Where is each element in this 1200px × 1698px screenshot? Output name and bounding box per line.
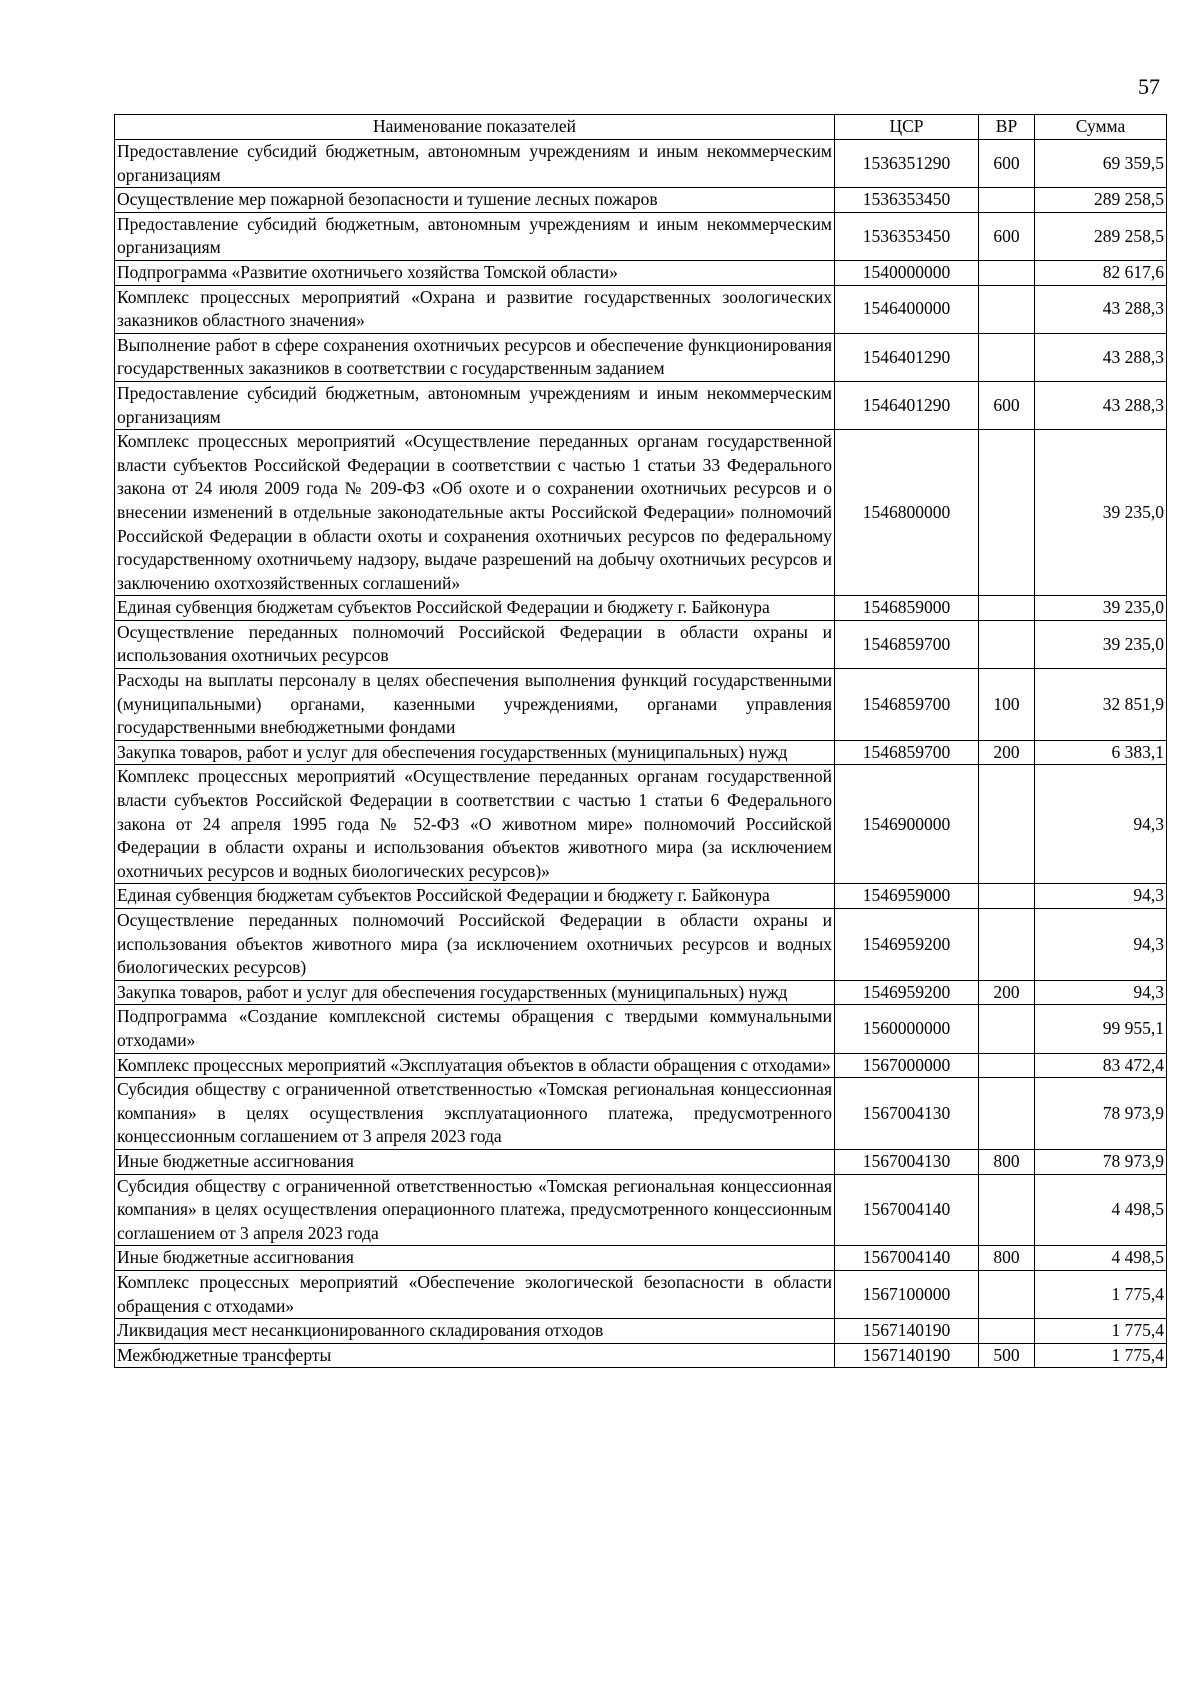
row-name-cell: Закупка товаров, работ и услуг для обеспечения государственных (муниципальных) нужд <box>115 980 835 1005</box>
row-name-cell: Единая субвенция бюджетам субъектов Российской Федерации и бюджету г. Байконура <box>115 884 835 909</box>
table-row <box>115 620 1167 668</box>
table-row <box>115 1246 1167 1271</box>
header-sum: Сумма <box>1035 115 1167 140</box>
row-csr-cell: 1546959200 <box>835 980 979 1005</box>
row-name-cell: Осуществление переданных полномочий Российской Федерации в области охраны и использования объектов животного мира (за исключением охотничьих ресурсов и водных биологических ресурсов) <box>115 909 835 981</box>
header-name: Наименование показателей <box>115 115 835 140</box>
row-vr-cell: 200 <box>979 980 1035 1005</box>
table-row <box>115 669 1167 741</box>
row-csr-cell: 1546859700 <box>835 620 979 668</box>
header-vr: ВР <box>979 115 1035 140</box>
row-sum-cell: 39 235,0 <box>1035 620 1167 668</box>
row-vr-cell <box>979 430 1035 596</box>
row-sum-cell: 1 775,4 <box>1035 1319 1167 1344</box>
row-csr-cell: 1567140190 <box>835 1343 979 1368</box>
table-row <box>115 596 1167 621</box>
row-sum-cell: 69 359,5 <box>1035 140 1167 188</box>
row-vr-cell: 800 <box>979 1149 1035 1174</box>
row-sum-cell: 39 235,0 <box>1035 596 1167 621</box>
table-row <box>115 1319 1167 1344</box>
row-csr-cell: 1546401290 <box>835 333 979 381</box>
row-csr-cell: 1536351290 <box>835 140 979 188</box>
row-sum-cell: 99 955,1 <box>1035 1005 1167 1053</box>
row-csr-cell: 1567004130 <box>835 1149 979 1174</box>
row-sum-cell: 94,3 <box>1035 909 1167 981</box>
row-name-cell: Комплекс процессных мероприятий «Осуществление переданных органам государственной власти субъектов Российской Федерации в соответствии с частью 1 статьи 33 Федерального закона от 24 июля 2009 года № 209-ФЗ «Об охоте и о сохранении охотничьих ресурсов и о внесении изменений в отдельные законодательные акты Российской Федерации» полномочий Российской Федерации в области охоты и сохранения охотничьих ресурсов по федеральному государственному охотничьему надзору, выдаче разрешений на добычу охотничьих ресурсов и заключению охотхозяйственных соглашений» <box>115 430 835 596</box>
row-name-cell: Предоставление субсидий бюджетным, автономным учреждениям и иным некоммерческим организациям <box>115 140 835 188</box>
row-sum-cell: 78 973,9 <box>1035 1078 1167 1150</box>
row-sum-cell: 83 472,4 <box>1035 1053 1167 1078</box>
table-row <box>115 1343 1167 1368</box>
row-csr-cell: 1546859700 <box>835 669 979 741</box>
row-csr-cell: 1567004140 <box>835 1246 979 1271</box>
row-name-cell: Единая субвенция бюджетам субъектов Российской Федерации и бюджету г. Байконура <box>115 596 835 621</box>
row-name-cell: Иные бюджетные ассигнования <box>115 1149 835 1174</box>
row-name-cell: Межбюджетные трансферты <box>115 1343 835 1368</box>
table-row <box>115 980 1167 1005</box>
table-row <box>115 1149 1167 1174</box>
table-row <box>115 212 1167 260</box>
row-name-cell: Осуществление переданных полномочий Российской Федерации в области охраны и использования охотничьих ресурсов <box>115 620 835 668</box>
row-vr-cell <box>979 1078 1035 1150</box>
row-csr-cell: 1546800000 <box>835 430 979 596</box>
row-vr-cell <box>979 333 1035 381</box>
row-vr-cell: 600 <box>979 212 1035 260</box>
row-sum-cell: 94,3 <box>1035 765 1167 884</box>
row-sum-cell: 289 258,5 <box>1035 188 1167 213</box>
row-name-cell: Расходы на выплаты персоналу в целях обеспечения выполнения функций государственными (муниципальными) органами, казенными учреждениями, органами управления государственными внебюджетными фондами <box>115 669 835 741</box>
row-name-cell: Комплекс процессных мероприятий «Обеспечение экологической безопасности в области обращения с отходами» <box>115 1270 835 1318</box>
row-name-cell: Иные бюджетные ассигнования <box>115 1246 835 1271</box>
table-row <box>115 260 1167 285</box>
table-row <box>115 381 1167 429</box>
row-sum-cell: 94,3 <box>1035 884 1167 909</box>
row-name-cell: Комплекс процессных мероприятий «Эксплуатация объектов в области обращения с отходами» <box>115 1053 835 1078</box>
row-csr-cell: 1567000000 <box>835 1053 979 1078</box>
row-vr-cell: 200 <box>979 740 1035 765</box>
row-sum-cell: 94,3 <box>1035 980 1167 1005</box>
row-vr-cell <box>979 1053 1035 1078</box>
row-sum-cell: 4 498,5 <box>1035 1174 1167 1246</box>
row-sum-cell: 43 288,3 <box>1035 381 1167 429</box>
page-number: 57 <box>1138 74 1160 99</box>
row-csr-cell: 1546859700 <box>835 740 979 765</box>
row-name-cell: Ликвидация мест несанкционированного складирования отходов <box>115 1319 835 1344</box>
row-name-cell: Комплекс процессных мероприятий «Осуществление переданных органам государственной власти субъектов Российской Федерации в соответствии с частью 1 статьи 6 Федерального закона от 24 апреля 1995 года № 52-ФЗ «О животном мире» полномочий Российской Федерации в области охраны и использования объектов животного мира (за исключением охотничьих ресурсов и водных биологических ресурсов)» <box>115 765 835 884</box>
row-sum-cell: 6 383,1 <box>1035 740 1167 765</box>
row-sum-cell: 289 258,5 <box>1035 212 1167 260</box>
row-vr-cell: 600 <box>979 381 1035 429</box>
row-csr-cell: 1536353450 <box>835 212 979 260</box>
table-row <box>115 1005 1167 1053</box>
header-csr: ЦСР <box>835 115 979 140</box>
row-csr-cell: 1546959000 <box>835 884 979 909</box>
row-csr-cell: 1546400000 <box>835 285 979 333</box>
table-row <box>115 765 1167 884</box>
row-vr-cell <box>979 260 1035 285</box>
row-vr-cell <box>979 1005 1035 1053</box>
row-vr-cell: 500 <box>979 1343 1035 1368</box>
row-vr-cell <box>979 188 1035 213</box>
row-name-cell: Осуществление мер пожарной безопасности и тушение лесных пожаров <box>115 188 835 213</box>
row-name-cell: Подпрограмма «Развитие охотничьего хозяйства Томской области» <box>115 260 835 285</box>
row-csr-cell: 1567100000 <box>835 1270 979 1318</box>
budget-table <box>114 114 1167 1368</box>
row-sum-cell: 1 775,4 <box>1035 1343 1167 1368</box>
table-row <box>115 1270 1167 1318</box>
table-row <box>115 285 1167 333</box>
row-csr-cell: 1546959200 <box>835 909 979 981</box>
row-vr-cell <box>979 1319 1035 1344</box>
row-csr-cell: 1560000000 <box>835 1005 979 1053</box>
row-name-cell: Выполнение работ в сфере сохранения охотничьих ресурсов и обеспечение функционирования государственных заказников в соответствии с государственным заданием <box>115 333 835 381</box>
row-vr-cell: 800 <box>979 1246 1035 1271</box>
row-name-cell: Подпрограмма «Создание комплексной системы обращения с твердыми коммунальными отходами» <box>115 1005 835 1053</box>
table-row <box>115 140 1167 188</box>
row-csr-cell: 1567004140 <box>835 1174 979 1246</box>
row-csr-cell: 1546859000 <box>835 596 979 621</box>
row-sum-cell: 43 288,3 <box>1035 333 1167 381</box>
row-csr-cell: 1546401290 <box>835 381 979 429</box>
row-csr-cell: 1540000000 <box>835 260 979 285</box>
row-vr-cell <box>979 285 1035 333</box>
table-row <box>115 884 1167 909</box>
row-sum-cell: 32 851,9 <box>1035 669 1167 741</box>
row-csr-cell: 1567004130 <box>835 1078 979 1150</box>
table-row <box>115 1078 1167 1150</box>
row-vr-cell: 600 <box>979 140 1035 188</box>
row-sum-cell: 78 973,9 <box>1035 1149 1167 1174</box>
row-name-cell: Закупка товаров, работ и услуг для обеспечения государственных (муниципальных) нужд <box>115 740 835 765</box>
table-row <box>115 1053 1167 1078</box>
row-vr-cell <box>979 596 1035 621</box>
row-sum-cell: 43 288,3 <box>1035 285 1167 333</box>
row-csr-cell: 1567140190 <box>835 1319 979 1344</box>
row-csr-cell: 1546900000 <box>835 765 979 884</box>
row-sum-cell: 39 235,0 <box>1035 430 1167 596</box>
row-sum-cell: 4 498,5 <box>1035 1246 1167 1271</box>
table-row <box>115 188 1167 213</box>
table-row <box>115 430 1167 596</box>
table-row <box>115 740 1167 765</box>
row-vr-cell <box>979 620 1035 668</box>
table-row <box>115 333 1167 381</box>
table-body <box>115 140 1167 1368</box>
table-row <box>115 1174 1167 1246</box>
table-row <box>115 909 1167 981</box>
row-name-cell: Субсидия обществу с ограниченной ответственностью «Томская региональная концессионная компания» в целях осуществления операционного платежа, предусмотренного концессионным соглашением от 3 апреля 2023 года <box>115 1174 835 1246</box>
row-csr-cell: 1536353450 <box>835 188 979 213</box>
table-header-row <box>115 115 1167 140</box>
row-name-cell: Предоставление субсидий бюджетным, автономным учреждениям и иным некоммерческим организациям <box>115 381 835 429</box>
row-vr-cell <box>979 1270 1035 1318</box>
row-sum-cell: 82 617,6 <box>1035 260 1167 285</box>
row-sum-cell: 1 775,4 <box>1035 1270 1167 1318</box>
row-vr-cell <box>979 765 1035 884</box>
row-name-cell: Субсидия обществу с ограниченной ответственностью «Томская региональная концессионная компания» в целях осуществления эксплуатационного платежа, предусмотренного концессионным соглашением от 3 апреля 2023 года <box>115 1078 835 1150</box>
row-vr-cell <box>979 884 1035 909</box>
row-vr-cell <box>979 1174 1035 1246</box>
row-vr-cell <box>979 909 1035 981</box>
row-vr-cell: 100 <box>979 669 1035 741</box>
row-name-cell: Комплекс процессных мероприятий «Охрана и развитие государственных зоологических заказников областного значения» <box>115 285 835 333</box>
row-name-cell: Предоставление субсидий бюджетным, автономным учреждениям и иным некоммерческим организациям <box>115 212 835 260</box>
